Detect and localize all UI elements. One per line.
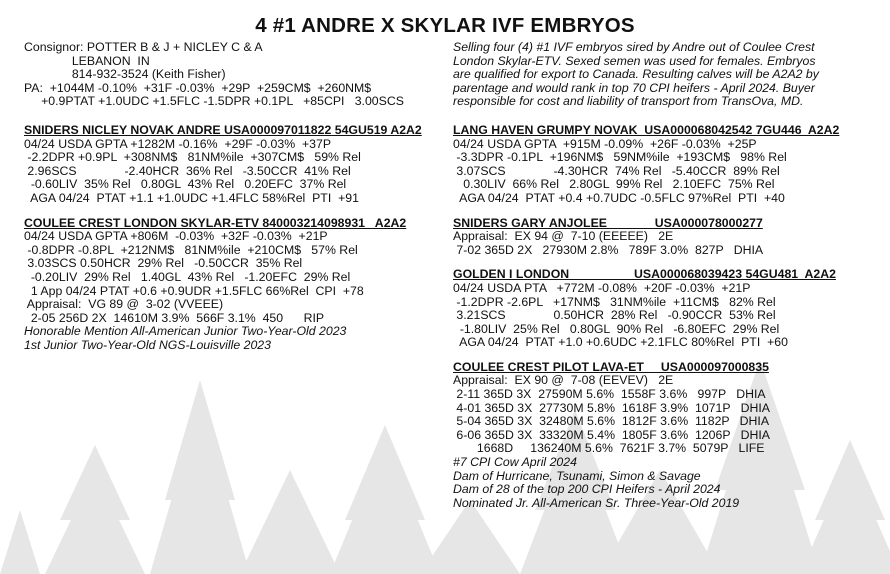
description-line: are qualified for export to Canada. Resulting calves will be A2A2 by [453,67,819,82]
gary-heading: SNIDERS GARY ANJOLEE USA000078000277 [453,215,763,230]
sire-heading: SNIDERS NICLEY NOVAK ANDRE USA000097011822 54GU519 A2A2 [24,122,422,137]
golden-stat-line: -1.2DPR -2.6PL +17NM$ 31NM%ile +11CM$ 82% Rel [453,294,776,309]
sire-stat-line: -0.60LIV 35% Rel 0.80GL 43% Rel 0.20EFC 37% Rel [24,177,347,192]
sire-stat-line: -2.2DPR +0.9PL +308NM$ 81NM%ile +307CM$ 59% Rel [24,150,361,165]
dam-honor: Honorable Mention All-American Junior Two-Year-Old 2023 [24,324,347,339]
dam-stat-line: -0.8DPR -0.8PL +212NM$ 81NM%ile +210CM$ 57% Rel [24,242,358,257]
description-line: London Skylar-ETV. Sexed semen was used for females. Embryos [453,53,816,68]
lava-lifetime: 1668D 136240M 5.6% 7621F 3.7% 5079P LIFE [453,441,765,456]
description-line: Selling four (4) #1 IVF embryos sired by Andre out of Coulee Crest [453,40,815,54]
lava-honor: Dam of 28 of the top 200 CPI Heifers - April 2024 [453,482,721,497]
sire-of-dam-stat-line: 04/24 USDA GPTA +915M -0.09% +26F -0.03% +25P [453,136,757,151]
pa-line: +0.9PTAT +1.0UDC +1.5FLC -1.5DPR +0.1PL +85CPI 3.00SCS [24,94,404,109]
golden-stat-line: 3.21SCS 0.50HCR 28% Rel -0.90CCR 53% Rel [453,308,776,323]
dam-block [24,217,444,353]
dam-stat-line: 04/24 USDA GPTA +806M -0.03% +32F -0.03% +21P [24,229,328,244]
dam-stat-line: 3.03SCS 0.50HCR 29% Rel -0.50CCR 35% Rel [24,256,303,271]
lava-record: 6-06 365D 3X 33320M 5.4% 1805F 3.6% 1206P DHIA [453,427,770,442]
description-block [453,41,873,109]
gary-record: 7-02 365D 2X 27930M 2.8% 789F 3.0% 827P DHIA [453,242,764,257]
consignor-line: Consignor: POTTER B & J + NICLEY C & A [24,40,263,54]
dam-stat-line: 1 App 04/24 PTAT +0.6 +0.9UDR +1.5FLC 66%Rel CPI +78 [24,283,364,298]
golden-stat-line: AGA 04/24 PTAT +1.0 +0.6UDC +2.1FLC 80%Rel PTI +60 [453,335,788,350]
dam-honor: 1st Junior Two-Year-Old NGS-Louisville 2023 [24,337,271,352]
consignor-block [24,41,444,109]
sire-of-dam-heading: LANG HAVEN GRUMPY NOVAK USA000068042542 7GU446 A2A2 [453,122,840,137]
sire-stat-line: AGA 04/24 PTAT +1.1 +1.0UDC +1.4FLC 58%Rel PTI +91 [24,190,359,205]
dam-stat-line: -0.20LIV 29% Rel 1.40GL 43% Rel -1.20EFC 29% Rel [24,269,351,284]
sire-of-dam-stat-line: -3.3DPR -0.1PL +196NM$ 59NM%ile +193CM$ 98% Rel [453,150,787,165]
lava-record: 4-01 365D 3X 27730M 5.8% 1618F 3.9% 1071P DHIA [453,400,770,415]
golden-heading: GOLDEN I LONDON USA000068039423 54GU481 A2A2 [453,267,836,282]
page-title: 4 #1 ANDRE X SKYLAR IVF EMBRYOS [255,14,635,37]
gary-block [453,217,873,258]
consignor-line: 814-932-3524 (Keith Fisher) [24,67,226,82]
consignor-line: LEBANON IN [24,53,150,68]
sire-of-dam-block [453,124,873,206]
golden-stat-line: 04/24 USDA PTA +772M -0.08% +20F -0.03% +21P [453,280,751,295]
dam-record: 2-05 256D 2X 14610M 3.9% 566F 3.1% 450 RIP [24,310,325,325]
lava-honor: Nominated Jr. All-American Sr. Three-Year-Old 2019 [453,495,740,510]
dam-appraisal: Appraisal: VG 89 @ 3-02 (VVEEE) [24,297,224,312]
left-column [24,41,444,352]
sire-of-dam-stat-line: 3.07SCS -4.30HCR 74% Rel -5.40CCR 89% Rel [453,163,780,178]
lava-appraisal: Appraisal: EX 90 @ 7-08 (EEVEV) 2E [453,373,674,388]
sire-stat-line: 04/24 USDA GPTA +1282M -0.16% +29F -0.03% +37P [24,136,332,151]
pa-line: PA: +1044M -0.10% +31F -0.03% +29P +259CM$ +260NM$ [24,80,372,95]
lava-record: 2-11 365D 3X 27590M 5.6% 1558F 3.6% 997P DHIA [453,387,766,402]
sire-of-dam-stat-line: 0.30LIV 66% Rel 2.80GL 99% Rel 2.10EFC 75% Rel [453,177,775,192]
description-line: responsible for cost and liability of transport from TransOva, MD. [453,94,804,109]
sire-of-dam-stat-line: AGA 04/24 PTAT +0.4 +0.7UDC -0.5FLC 97%Rel PTI +40 [453,190,785,205]
lava-honor: Dam of Hurricane, Tsunami, Simon & Savage [453,468,701,483]
lava-heading: COULEE CREST PILOT LAVA-ET USA000097000835 [453,359,769,374]
golden-stat-line: -1.80LIV 25% Rel 0.80GL 90% Rel -6.80EFC 29% Rel [453,321,780,336]
sire-stat-line: 2.96SCS -2.40HCR 36% Rel -3.50CCR 41% Rel [24,163,351,178]
right-column [453,41,873,510]
gary-appraisal: Appraisal: EX 94 @ 7-10 (EEEEE) 2E [453,229,674,244]
lava-record: 5-04 365D 3X 32480M 5.6% 1812F 3.6% 1182P DHIA [453,414,770,429]
golden-block [453,268,873,350]
description-line: parentage and would rank in top 70 CPI heifers - April 2024. Buyer [453,80,815,95]
lava-block [453,361,873,511]
sire-block [24,124,444,206]
lava-honor: #7 CPI Cow April 2024 [453,455,577,470]
dam-heading: COULEE CREST LONDON SKYLAR-ETV 840003214098931 A2A2 [24,215,407,230]
